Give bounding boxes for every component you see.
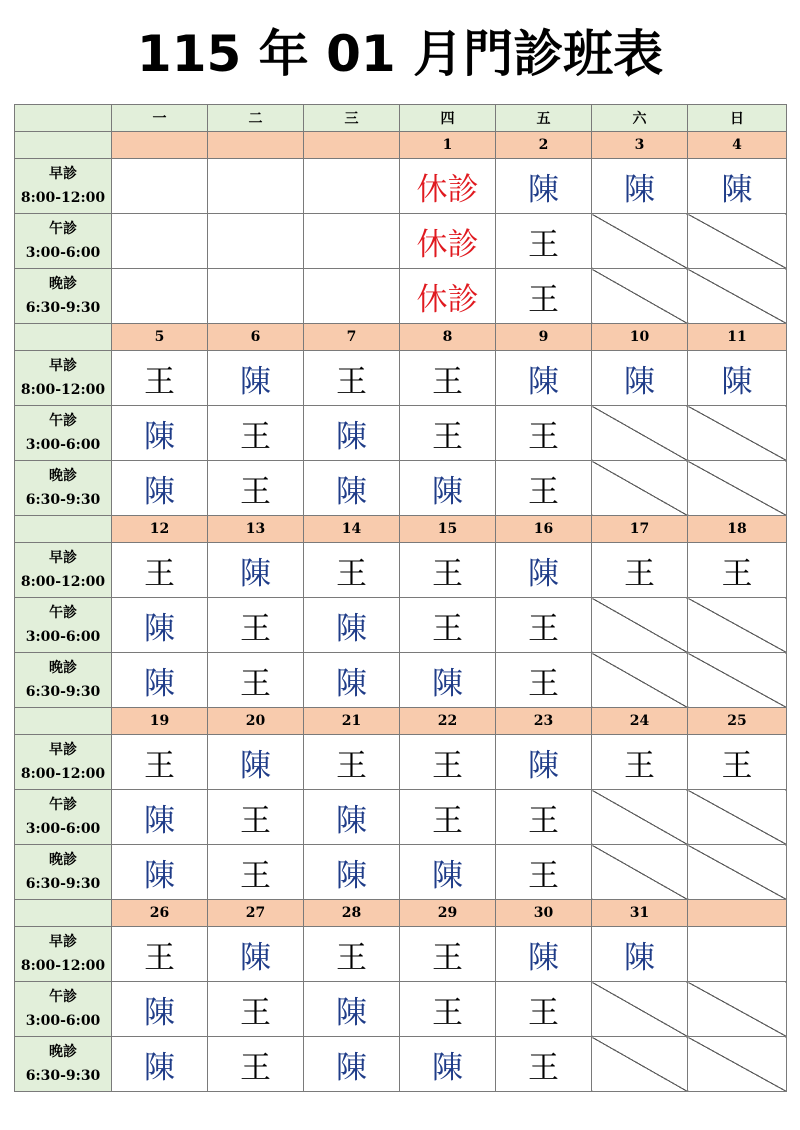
doctor-cell: 陳: [112, 982, 208, 1037]
session-name: 晚診: [49, 276, 77, 292]
afternoon-session-row: [15, 790, 787, 845]
session-name: 早診: [49, 934, 77, 950]
empty-cell: [112, 269, 208, 324]
doctor-cell: 陳: [304, 982, 400, 1037]
date-cell: 26: [112, 900, 208, 927]
date-cell: 5: [112, 324, 208, 351]
morning-session-row: [15, 159, 787, 214]
session-time: 8:00-12:00: [20, 382, 106, 398]
date-row-label-cell: [15, 132, 112, 159]
doctor-cell: 王: [592, 543, 688, 598]
empty-cell: [112, 159, 208, 214]
weekday-header: 五: [496, 105, 592, 132]
closed-cell: 休診: [400, 269, 496, 324]
session-name: 早診: [49, 742, 77, 758]
doctor-cell: 陳: [112, 406, 208, 461]
session-time: 6:30-9:30: [25, 492, 101, 508]
afternoon-session-row: [15, 214, 787, 269]
empty-cell: [208, 269, 304, 324]
session-time: 8:00-12:00: [20, 958, 106, 974]
date-row: [15, 516, 787, 543]
empty-cell: [112, 214, 208, 269]
no-clinic-slash-cell: [592, 845, 688, 900]
empty-cell: [304, 214, 400, 269]
session-label: [15, 653, 112, 708]
date-cell: 29: [400, 900, 496, 927]
doctor-cell: 陳: [304, 598, 400, 653]
date-cell: 4: [688, 132, 787, 159]
date-cell: 9: [496, 324, 592, 351]
header-corner-cell: [15, 105, 112, 132]
doctor-cell: 王: [400, 927, 496, 982]
session-time: 6:30-9:30: [25, 876, 101, 892]
doctor-cell: 陳: [592, 351, 688, 406]
evening-session-row: [15, 653, 787, 708]
session-time: 3:00-6:00: [25, 821, 101, 837]
weekday-header: 一: [112, 105, 208, 132]
no-clinic-slash-cell: [688, 982, 787, 1037]
session-time: 8:00-12:00: [20, 190, 106, 206]
doctor-cell: 陳: [304, 461, 400, 516]
doctor-cell: 王: [496, 790, 592, 845]
session-time: 6:30-9:30: [25, 1068, 101, 1084]
doctor-cell: 陳: [496, 735, 592, 790]
date-cell: [304, 132, 400, 159]
doctor-cell: 王: [208, 653, 304, 708]
doctor-cell: 陳: [496, 351, 592, 406]
date-cell: 15: [400, 516, 496, 543]
doctor-cell: 陳: [208, 735, 304, 790]
doctor-cell: 王: [304, 927, 400, 982]
doctor-cell: 王: [400, 406, 496, 461]
doctor-cell: 王: [496, 1037, 592, 1092]
doctor-cell: 王: [400, 351, 496, 406]
session-label: [15, 982, 112, 1037]
session-label: [15, 214, 112, 269]
session-label: [15, 598, 112, 653]
session-name: 午診: [49, 605, 77, 621]
session-label: [15, 1037, 112, 1092]
doctor-cell: 王: [112, 351, 208, 406]
date-cell: 10: [592, 324, 688, 351]
no-clinic-slash-cell: [592, 269, 688, 324]
doctor-cell: 王: [496, 653, 592, 708]
date-cell: 7: [304, 324, 400, 351]
date-cell: 12: [112, 516, 208, 543]
no-clinic-slash-cell: [688, 845, 787, 900]
no-clinic-slash-cell: [688, 269, 787, 324]
date-cell: 11: [688, 324, 787, 351]
doctor-cell: 王: [496, 598, 592, 653]
date-cell: 27: [208, 900, 304, 927]
date-cell: 3: [592, 132, 688, 159]
session-name: 晚診: [49, 852, 77, 868]
doctor-cell: 王: [208, 461, 304, 516]
doctor-cell: 王: [400, 543, 496, 598]
date-cell: 1: [400, 132, 496, 159]
date-row: [15, 708, 787, 735]
date-cell: 2: [496, 132, 592, 159]
no-clinic-slash-cell: [592, 214, 688, 269]
no-clinic-slash-cell: [592, 406, 688, 461]
morning-session-row: [15, 543, 787, 598]
session-time: 6:30-9:30: [25, 300, 101, 316]
weekday-header: 二: [208, 105, 304, 132]
date-row-label-cell: [15, 516, 112, 543]
doctor-cell: 王: [304, 735, 400, 790]
doctor-cell: 陳: [208, 927, 304, 982]
session-label: [15, 543, 112, 598]
weekday-header: 四: [400, 105, 496, 132]
doctor-cell: 陳: [592, 927, 688, 982]
doctor-cell: 陳: [304, 790, 400, 845]
date-cell: 23: [496, 708, 592, 735]
doctor-cell: 陳: [304, 653, 400, 708]
date-row: [15, 132, 787, 159]
morning-session-row: [15, 735, 787, 790]
no-clinic-slash-cell: [688, 790, 787, 845]
doctor-cell: 陳: [592, 159, 688, 214]
afternoon-session-row: [15, 598, 787, 653]
weekday-header-row: [15, 105, 787, 132]
closed-cell: 休診: [400, 159, 496, 214]
doctor-cell: 王: [688, 735, 787, 790]
date-cell: [112, 132, 208, 159]
doctor-cell: 王: [400, 790, 496, 845]
doctor-cell: 陳: [400, 461, 496, 516]
doctor-cell: 陳: [112, 598, 208, 653]
date-cell: 8: [400, 324, 496, 351]
empty-cell: [304, 269, 400, 324]
empty-cell: [208, 214, 304, 269]
date-cell: 6: [208, 324, 304, 351]
doctor-cell: 陳: [112, 1037, 208, 1092]
session-time: 3:00-6:00: [25, 245, 101, 261]
doctor-cell: 陳: [112, 790, 208, 845]
evening-session-row: [15, 845, 787, 900]
no-clinic-slash-cell: [688, 598, 787, 653]
session-label: [15, 927, 112, 982]
doctor-cell: 王: [112, 735, 208, 790]
page-title: 115 年 01 月門診班表: [136, 25, 664, 83]
doctor-cell: 陳: [112, 845, 208, 900]
doctor-cell: 陳: [400, 1037, 496, 1092]
session-label: [15, 461, 112, 516]
no-clinic-slash-cell: [592, 982, 688, 1037]
doctor-cell: 王: [496, 214, 592, 269]
date-cell: 30: [496, 900, 592, 927]
no-clinic-slash-cell: [688, 406, 787, 461]
session-name: 晚診: [49, 468, 77, 484]
doctor-cell: 陳: [112, 461, 208, 516]
doctor-cell: 陳: [496, 159, 592, 214]
doctor-cell: 陳: [304, 406, 400, 461]
date-cell: 19: [112, 708, 208, 735]
session-time: 8:00-12:00: [20, 766, 106, 782]
no-clinic-slash-cell: [688, 1037, 787, 1092]
date-cell: 20: [208, 708, 304, 735]
evening-session-row: [15, 269, 787, 324]
date-cell: 18: [688, 516, 787, 543]
session-label: [15, 269, 112, 324]
session-label: [15, 406, 112, 461]
no-clinic-slash-cell: [688, 653, 787, 708]
doctor-cell: 陳: [688, 351, 787, 406]
date-cell: 25: [688, 708, 787, 735]
weekday-header: 三: [304, 105, 400, 132]
no-clinic-slash-cell: [592, 790, 688, 845]
afternoon-session-row: [15, 406, 787, 461]
date-cell: 13: [208, 516, 304, 543]
morning-session-row: [15, 351, 787, 406]
session-label: [15, 351, 112, 406]
session-name: 早診: [49, 166, 77, 182]
doctor-cell: 王: [400, 598, 496, 653]
date-cell: 28: [304, 900, 400, 927]
session-label: [15, 159, 112, 214]
doctor-cell: 王: [304, 543, 400, 598]
session-label: [15, 845, 112, 900]
doctor-cell: 王: [496, 269, 592, 324]
session-label: [15, 735, 112, 790]
afternoon-session-row: [15, 982, 787, 1037]
doctor-cell: 王: [208, 1037, 304, 1092]
date-cell: 22: [400, 708, 496, 735]
doctor-cell: 王: [496, 982, 592, 1037]
no-clinic-slash-cell: [592, 653, 688, 708]
doctor-cell: 王: [112, 543, 208, 598]
doctor-cell: 王: [688, 543, 787, 598]
no-clinic-slash-cell: [592, 1037, 688, 1092]
doctor-cell: 王: [304, 351, 400, 406]
session-name: 午診: [49, 221, 77, 237]
doctor-cell: 陳: [208, 351, 304, 406]
date-row-label-cell: [15, 324, 112, 351]
doctor-cell: 王: [208, 598, 304, 653]
session-label: [15, 790, 112, 845]
session-name: 早診: [49, 550, 77, 566]
doctor-cell: 王: [208, 982, 304, 1037]
empty-cell: [208, 159, 304, 214]
doctor-cell: 陳: [400, 653, 496, 708]
doctor-cell: 陳: [688, 159, 787, 214]
no-clinic-slash-cell: [592, 598, 688, 653]
session-name: 午診: [49, 797, 77, 813]
doctor-cell: 陳: [400, 845, 496, 900]
doctor-cell: 王: [496, 845, 592, 900]
schedule-body: [15, 105, 787, 1092]
doctor-cell: 王: [112, 927, 208, 982]
closed-cell: 休診: [400, 214, 496, 269]
doctor-cell: 陳: [496, 543, 592, 598]
session-time: 3:00-6:00: [25, 629, 101, 645]
doctor-cell: 王: [400, 982, 496, 1037]
no-clinic-slash-cell: [592, 461, 688, 516]
session-time: 8:00-12:00: [20, 574, 106, 590]
date-cell: [688, 900, 787, 927]
doctor-cell: 王: [496, 406, 592, 461]
date-cell: 31: [592, 900, 688, 927]
session-time: 3:00-6:00: [25, 1013, 101, 1029]
morning-session-row: [15, 927, 787, 982]
date-cell: 16: [496, 516, 592, 543]
empty-cell: [304, 159, 400, 214]
date-row: [15, 900, 787, 927]
date-row-label-cell: [15, 900, 112, 927]
doctor-cell: 王: [400, 735, 496, 790]
date-cell: 21: [304, 708, 400, 735]
doctor-cell: 王: [496, 461, 592, 516]
date-cell: 17: [592, 516, 688, 543]
session-name: 晚診: [49, 1044, 77, 1060]
doctor-cell: 王: [592, 735, 688, 790]
empty-cell: [688, 927, 787, 982]
doctor-cell: 王: [208, 790, 304, 845]
session-name: 午診: [49, 989, 77, 1005]
date-cell: 24: [592, 708, 688, 735]
date-cell: 14: [304, 516, 400, 543]
date-row-label-cell: [15, 708, 112, 735]
date-row: [15, 324, 787, 351]
doctor-cell: 陳: [496, 927, 592, 982]
session-name: 午診: [49, 413, 77, 429]
no-clinic-slash-cell: [688, 214, 787, 269]
evening-session-row: [15, 1037, 787, 1092]
doctor-cell: 陳: [112, 653, 208, 708]
evening-session-row: [15, 461, 787, 516]
doctor-cell: 陳: [304, 1037, 400, 1092]
session-time: 3:00-6:00: [25, 437, 101, 453]
session-name: 晚診: [49, 660, 77, 676]
doctor-cell: 王: [208, 406, 304, 461]
doctor-cell: 王: [208, 845, 304, 900]
date-cell: [208, 132, 304, 159]
weekday-header: 日: [688, 105, 787, 132]
schedule-table: [14, 104, 787, 1092]
doctor-cell: 陳: [208, 543, 304, 598]
doctor-cell: 陳: [304, 845, 400, 900]
weekday-header: 六: [592, 105, 688, 132]
session-name: 早診: [49, 358, 77, 374]
no-clinic-slash-cell: [688, 461, 787, 516]
session-time: 6:30-9:30: [25, 684, 101, 700]
